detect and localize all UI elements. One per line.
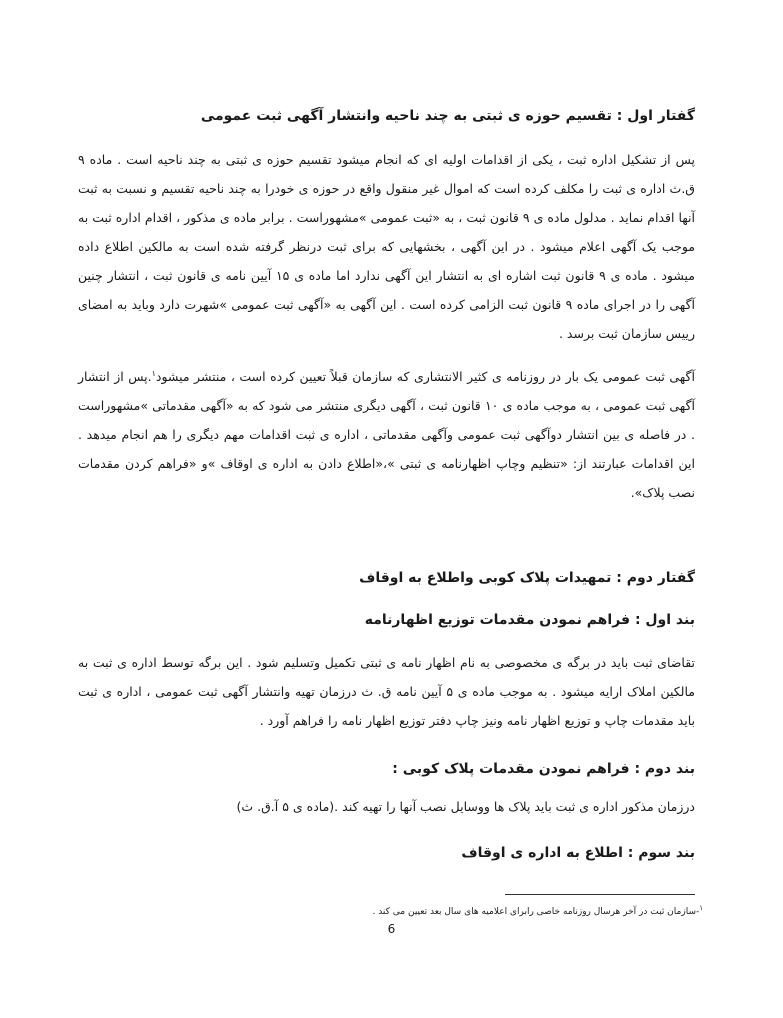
section2-heading: گفتار دوم : تمهیدات پلاک کوبی واطلاع به اوقاف xyxy=(359,570,695,586)
footnote-marker: ۱ xyxy=(699,904,703,912)
band2-paragraph: درزمان مذکور اداره ی ثبت باید پلاک ها ووسایل نصب آنها را تهیه کند .(ماده ی ۵ آ.ق. ث) xyxy=(236,799,695,814)
section1-heading: گفتار اول : تقسیم حوزه ی ثبتی به چند ناحیه وانتشار آگهی ثبت عمومی xyxy=(200,108,695,124)
footnote-separator xyxy=(505,894,695,895)
footnote xyxy=(200,902,703,918)
section1-paragraph-2 xyxy=(78,362,695,507)
para2-text-before-ref: آگهی ثبت عمومی یک بار در روزنامه ی کثیر الانتشاری که سازمان قبلاً تعیین کرده است ، منتشر میشود xyxy=(155,369,695,384)
para2-text-after-ref: .پس از انتشار آگهی ثبت عمومی ، به موجب ماده ی ۱۰ قانون ثبت ، آگهی دیگری منتشر می شود که به «آگهی مقدماتی »مشهوراست . در فاصله ی بین انتشار دوآگهی ثبت عمومی وآگهی مقدماتی ، اداره ی ثبت اقدامات مهم دیگری را هم انجام میدهد . این اقدامات عبارتند از: «تنظیم وچاپ اظهارنامه ی ثبتی »،«اطلاع دادن به اداره ی اوقاف »و «فراهم کردن مقدمات نصب پلاک». xyxy=(78,369,695,500)
page-number xyxy=(0,922,783,936)
band2-heading: بند دوم : فراهم نمودن مقدمات پلاک کوبی : xyxy=(392,761,695,777)
footnote-text: -سازمان ثبت در آخر هرسال روزنامه خاصی رابرای اعلامیه های سال بعد تعیین می کند . xyxy=(372,907,700,917)
band3-heading: بند سوم : اطلاع به اداره ی اوقاف xyxy=(461,845,695,861)
band1-heading: بند اول : فراهم نمودن مقدمات توزیع اظهارنامه xyxy=(364,612,695,628)
page-number-text: 6 xyxy=(387,922,396,936)
band1-paragraph: تقاضای ثبت باید در برگه ی مخصوصی به نام اظهار نامه ی ثبتی تکمیل وتسلیم شود . این برگه توسط اداره ی ثبت به مالکین املاک ارایه میشود . به موجب ماده ی ۵ آیین نامه ق. ث درزمان تهیه وانتشار آگهی ثبت عمومی ، اداره ی ثبت باید مقدمات چاپ و توزیع اظهار نامه ونیز چاپ دفتر توزیع اظهار نامه را فراهم آورد . xyxy=(78,655,695,728)
section1-paragraph-1: پس از تشکیل اداره ثبت ، یکی از اقدامات اولیه ای که انجام میشود تقسیم حوزه ی ثبتی به چند ناحیه است . ماده ۹ ق.ث اداره ی ثبت را مکلف کرده است که اموال غیر منقول واقع در حوزه ی خودرا به چند ناحیه تقسیم و نسبت به ثبت آنها اقدام نماید . مدلول ماده ی ۹ قانون ثبت ، به «ثبت عمومی »مشهوراست . برابر ماده ی مذکور ، اقدام اداره ثبت به موجب یک آگهی اعلام میشود . در این آگهی ، بخشهایی که برای ثبت درنظر گرفته شده است به مالکین اطلاع داده میشود . ماده ی ۹ قانون ثبت اشاره ای به انتشار این آگهی ندارد اما ماده ی ۱۵ آیین نامه ی قانون ثبت ، انتشار چنین آگهی را در اجرای ماده ۹ قانون ثبت الزامی کرده است . این آگهی به «آگهی ثبت عمومی »شهرت دارد وباید به امضای رییس سازمان ثبت برسد . xyxy=(78,152,695,341)
footnote-reference: ۱ xyxy=(151,368,156,378)
